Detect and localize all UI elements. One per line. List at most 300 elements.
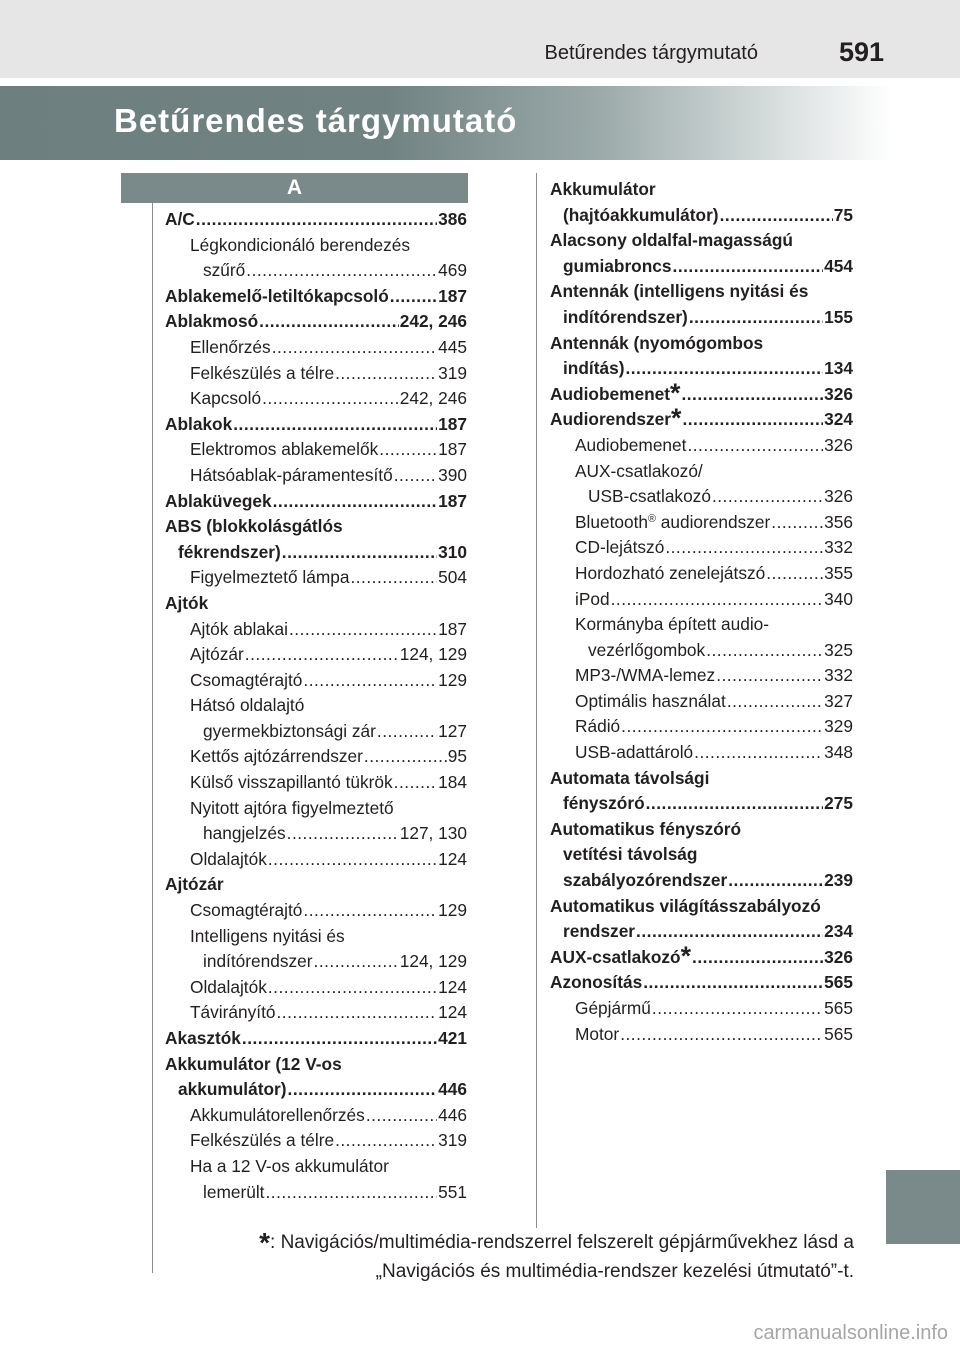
index-entry-page: 187 <box>438 285 467 306</box>
dot-leader <box>716 663 823 689</box>
dot-leader <box>289 617 437 643</box>
index-entry-text <box>575 689 726 715</box>
dot-leader <box>350 565 437 591</box>
index-entry-term: indítórendszer <box>203 951 313 972</box>
index-entry-page: 446 <box>438 1104 467 1125</box>
index-entry-page: 124, 129 <box>399 644 467 665</box>
index-entry-page: 187 <box>438 413 467 434</box>
index-entry-term: indítás) <box>563 358 625 379</box>
index-entry-text <box>190 233 410 259</box>
index-entry-text <box>190 335 271 361</box>
dot-leader <box>687 433 823 459</box>
index-entry-term: Távirányító <box>190 1002 276 1023</box>
index-entry-term: Akasztók <box>165 1028 241 1048</box>
index-entry <box>165 719 467 745</box>
index-entry-term: fékrendszer) <box>178 541 281 562</box>
index-entry-text <box>203 258 245 284</box>
index-entry-term: Csomagtérajtó <box>190 669 303 690</box>
index-entry-text <box>550 377 681 408</box>
index-entry <box>550 561 853 587</box>
index-entry-term: Hordozható zenelejátszó <box>575 562 766 583</box>
index-entry-text <box>190 770 393 796</box>
index-entry-term: gumiabroncs <box>563 255 672 276</box>
index-entry <box>165 1103 467 1129</box>
index-entry-text <box>165 309 258 335</box>
index-entry-text <box>563 254 672 280</box>
dot-leader <box>242 1026 437 1052</box>
index-entry-text <box>190 847 267 873</box>
index-entry-text <box>550 228 793 254</box>
index-entry-term: Ablakok <box>165 413 233 434</box>
dot-leader <box>268 975 437 1001</box>
index-entry-text <box>190 361 334 387</box>
index-entry-text <box>588 638 705 664</box>
index-entry-term: Motor <box>575 1023 620 1044</box>
index-entry-page: 332 <box>824 537 853 558</box>
dot-leader <box>728 868 823 894</box>
index-entry <box>165 258 467 284</box>
index-entry-term: Ablakemelő-letiltókapcsoló <box>165 285 389 306</box>
index-entry-term: ABS (blokkolásgátlós <box>165 516 343 537</box>
dot-leader <box>287 821 399 847</box>
index-entry-term: Ajtózár <box>165 874 224 895</box>
index-entry-term: szabályozórendszer <box>563 870 728 891</box>
index-entry-text <box>575 459 703 485</box>
index-entry-text <box>165 284 389 310</box>
index-entry-term: Elektromos ablakemelők <box>190 439 379 460</box>
index-entry-page: 124 <box>438 976 467 997</box>
index-entry-text <box>575 1022 619 1048</box>
dot-leader <box>377 719 437 745</box>
index-entry <box>165 207 467 233</box>
index-entry-page: 386 <box>438 209 467 229</box>
dot-leader <box>689 305 823 331</box>
dot-leader <box>366 1103 437 1129</box>
index-entry <box>165 463 467 489</box>
index-entry <box>165 975 467 1001</box>
index-entry-text <box>563 868 727 894</box>
index-entry-text <box>563 791 645 817</box>
running-header-title: Betűrendes tárgymutató <box>544 42 758 64</box>
index-column-left <box>165 207 467 1205</box>
index-entry-page: 275 <box>824 793 853 814</box>
index-entry <box>550 842 853 868</box>
index-entry <box>165 1154 467 1180</box>
index-entry-term: Antennák (nyomógombos <box>550 332 764 353</box>
index-entry-term: Automata távolsági <box>550 767 710 788</box>
index-entry-term: Hátsóablak-páramentesítő <box>190 464 393 485</box>
index-entry-term: Audiobemenet <box>550 383 671 404</box>
dot-leader <box>665 535 823 561</box>
dot-leader <box>273 489 438 515</box>
dot-leader <box>272 335 437 361</box>
index-entry-term: Antennák (intelligens nyitási és <box>550 281 809 302</box>
index-entry-page: 184 <box>438 772 467 793</box>
index-entry <box>550 403 853 434</box>
index-entry <box>550 714 853 740</box>
index-entry-term: CD-lejátszó <box>575 537 665 558</box>
index-entry <box>550 791 853 817</box>
index-entry-term: szűrő <box>203 260 246 281</box>
index-entry <box>165 1000 467 1026</box>
index-entry-text <box>575 740 693 766</box>
index-entry-page: 390 <box>438 464 467 485</box>
index-entry-term: Ablaküvegek <box>165 490 272 511</box>
index-entry-term: Ablakmosó <box>165 311 259 332</box>
index-entry <box>165 284 467 310</box>
index-entry <box>550 254 853 280</box>
footnote-text-1: : Navigációs/multimédia-rendszerrel felszerelt gépjárművekhez lásd a <box>270 1232 854 1253</box>
dot-leader <box>390 284 437 310</box>
index-entry <box>550 817 853 843</box>
index-entry-text <box>190 642 244 668</box>
footnote-line-2: „Navigációs és multimédia-rendszer kezelési útmutató”-t. <box>375 1261 854 1282</box>
dot-leader <box>681 382 823 408</box>
title-banner <box>0 86 960 160</box>
index-entry-page: 127 <box>438 720 467 741</box>
index-entry-text <box>203 949 313 975</box>
index-entry-text <box>203 1180 264 1206</box>
dot-leader <box>720 203 833 229</box>
index-entry <box>550 305 853 331</box>
index-entry <box>165 309 467 335</box>
index-entry-term: lemerült <box>203 1181 265 1202</box>
footnote-marker: * <box>680 940 692 971</box>
column-divider <box>536 173 537 1228</box>
index-entry-text <box>190 437 378 463</box>
index-entry-term: iPod <box>575 588 610 609</box>
index-entry-term: Audiobemenet <box>575 434 687 455</box>
index-entry-page: 234 <box>824 921 853 942</box>
dot-leader <box>394 770 437 796</box>
index-entry-text <box>178 1077 287 1103</box>
index-entry-text <box>190 796 394 822</box>
page-title: Betűrendes tárgymutató <box>114 102 518 139</box>
dot-leader <box>303 668 437 694</box>
index-entry-text <box>550 766 709 792</box>
index-entry-page: 445 <box>438 336 467 357</box>
index-entry-text <box>575 663 715 689</box>
index-entry-text <box>190 386 261 412</box>
watermark: carmanualsonline.info <box>753 1322 948 1344</box>
index-entry-term: Automatikus világításszabályozó <box>550 895 821 916</box>
index-entry <box>550 766 853 792</box>
index-entry-term: Akkumulátor (12 V-os <box>165 1053 342 1074</box>
index-entry-page: 129 <box>438 900 467 921</box>
dot-leader <box>682 407 823 433</box>
index-entry-page: 187 <box>438 490 467 511</box>
index-entry-page: 421 <box>438 1028 467 1048</box>
index-entry-term: Kapcsoló <box>190 388 262 409</box>
index-entry-term: rendszer <box>563 921 636 942</box>
index-entry <box>550 868 853 894</box>
index-entry-term: Kettős ajtózárrendszer <box>190 746 363 767</box>
dot-leader <box>652 996 823 1022</box>
index-entry-page: 124 <box>438 1002 467 1023</box>
index-column-right <box>550 177 853 1047</box>
index-entry-text <box>563 305 688 331</box>
index-entry <box>165 565 467 591</box>
index-entry-page: 326 <box>824 383 853 404</box>
index-entry-text <box>575 587 610 613</box>
page-number: 591 <box>838 37 884 67</box>
index-entry-text <box>550 331 763 357</box>
dot-leader <box>766 561 823 587</box>
index-entry-text <box>190 744 363 770</box>
index-entry-text <box>190 1154 389 1180</box>
dot-leader <box>246 258 437 284</box>
index-entry-term: A/C <box>165 209 195 229</box>
dot-leader <box>625 356 823 382</box>
dot-leader <box>673 254 824 280</box>
dot-leader <box>288 1077 438 1103</box>
index-entry-page: 187 <box>438 618 467 639</box>
dot-leader <box>364 744 447 770</box>
index-entry-page: 348 <box>824 742 853 763</box>
footnote-star: * <box>259 1227 271 1258</box>
index-entry-text <box>575 996 651 1022</box>
index-entry <box>165 514 467 540</box>
index-entry <box>550 612 853 638</box>
index-entry-term: Audiorendszer <box>550 409 671 430</box>
index-entry <box>550 177 853 203</box>
dot-leader <box>694 740 823 766</box>
index-entry-term: Bluetooth <box>575 511 649 532</box>
index-entry-text <box>550 403 682 434</box>
dot-leader <box>712 484 823 510</box>
index-entry-text <box>203 719 376 745</box>
index-entry-term: Kormányba épített audio- <box>575 614 770 635</box>
index-entry-page: 446 <box>438 1079 467 1100</box>
index-entry-term: vezérlőgombok <box>588 639 706 660</box>
index-entry-page: 187 <box>438 439 467 460</box>
index-entry-text <box>575 510 770 536</box>
index-entry-term: Akkumulátorellenőrzés <box>190 1104 365 1125</box>
index-entry-page: 95 <box>447 746 467 767</box>
dot-leader <box>394 463 437 489</box>
registered-mark: ® <box>648 512 656 525</box>
index-entry <box>165 642 467 668</box>
index-entry-term: Hátsó oldalajtó <box>190 695 305 716</box>
index-entry-page: 129 <box>438 669 467 690</box>
index-entry <box>550 203 853 229</box>
index-entry <box>165 949 467 975</box>
index-entry-text <box>190 1103 365 1129</box>
index-entry-term: AUX-csatlakozó <box>550 946 681 967</box>
index-entry-page: 469 <box>438 260 467 281</box>
index-entry <box>550 433 853 459</box>
index-entry-page: 326 <box>824 434 853 455</box>
index-entry-text <box>165 872 224 898</box>
dot-leader <box>611 587 824 613</box>
index-entry <box>550 940 853 971</box>
index-entry-text <box>165 1052 342 1078</box>
index-entry-text <box>550 940 692 971</box>
index-entry-text <box>190 565 349 591</box>
dot-leader <box>727 689 823 715</box>
index-entry-page: 239 <box>824 870 853 891</box>
index-entry-text <box>190 924 345 950</box>
index-entry-text <box>550 894 821 920</box>
index-entry-text <box>190 668 302 694</box>
index-entry-page: 340 <box>824 588 853 609</box>
index-entry <box>165 540 467 566</box>
index-entry-text <box>190 617 288 643</box>
index-entry-text <box>165 207 195 233</box>
index-entry <box>165 233 467 259</box>
index-entry <box>550 970 853 996</box>
index-entry-page: 319 <box>438 1130 467 1151</box>
footnote-marker: * <box>670 377 681 408</box>
index-entry-term: Ajtózár <box>190 644 244 665</box>
index-entry <box>165 1026 467 1052</box>
index-entry <box>550 894 853 920</box>
index-entry-term: AUX-csatlakozó/ <box>575 460 703 481</box>
dot-leader <box>314 949 399 975</box>
index-entry <box>550 377 853 408</box>
index-entry <box>165 744 467 770</box>
left-margin-rule <box>152 203 153 1273</box>
index-entry <box>165 412 467 438</box>
index-entry-text <box>563 356 624 382</box>
index-entry-term: Rádió <box>575 716 621 737</box>
dot-leader <box>265 1180 437 1206</box>
index-entry-term: Oldalajtók <box>190 848 267 869</box>
index-entry-term: akkumulátor) <box>178 1079 287 1100</box>
index-entry <box>165 872 467 898</box>
index-entry-page: 310 <box>438 541 467 562</box>
index-entry <box>550 279 853 305</box>
index-entry-term: Légkondicionáló berendezés <box>190 234 411 255</box>
index-entry-term: Intelligens nyitási és <box>190 925 345 946</box>
index-entry <box>550 331 853 357</box>
index-entry <box>550 459 853 485</box>
dot-leader <box>636 919 823 945</box>
index-entry-term: Alacsony oldalfal-magasságú <box>550 230 793 251</box>
index-entry-text <box>165 1026 241 1052</box>
index-entry <box>165 335 467 361</box>
dot-leader <box>692 945 823 971</box>
index-entry <box>165 591 467 617</box>
section-thumb-tab <box>886 1170 960 1244</box>
footnote <box>134 1228 854 1286</box>
index-entry-text <box>575 561 765 587</box>
index-entry-page: 332 <box>824 665 853 686</box>
index-entry-term: Ajtók ablakai <box>190 618 288 639</box>
index-entry-term: Ha a 12 V-os akkumulátor <box>190 1155 389 1176</box>
dot-leader <box>282 540 437 566</box>
index-entry <box>550 535 853 561</box>
index-entry-term: (hajtóakkumulátor) <box>563 204 719 225</box>
index-entry-text <box>588 484 711 510</box>
index-entry-text <box>575 433 686 459</box>
dot-leader <box>643 970 823 996</box>
index-entry <box>165 617 467 643</box>
index-entry <box>165 821 467 847</box>
index-entry-page: 356 <box>824 511 853 532</box>
index-entry-term: Azonosítás <box>550 972 643 993</box>
index-entry-page: 75 <box>833 204 853 225</box>
dot-leader <box>303 898 437 924</box>
index-entry <box>165 437 467 463</box>
index-entry-text <box>165 591 208 617</box>
index-entry-term: USB-csatlakozó <box>588 486 711 507</box>
index-entry <box>550 689 853 715</box>
page-header-bar <box>0 0 960 78</box>
dot-leader <box>259 309 399 335</box>
index-entry-page: 326 <box>824 946 853 967</box>
index-entry-term: gyermekbiztonsági zár <box>203 720 376 741</box>
index-entry <box>550 996 853 1022</box>
index-entry-page: 242, 246 <box>399 388 467 409</box>
index-entry <box>550 228 853 254</box>
footnote-marker: * <box>671 403 682 434</box>
index-entry-term: Nyitott ajtóra figyelmeztető <box>190 797 394 818</box>
index-entry-page: 329 <box>824 716 853 737</box>
index-entry-page: 155 <box>824 306 853 327</box>
dot-leader <box>379 437 437 463</box>
index-entry-text <box>550 279 808 305</box>
dot-leader <box>196 207 437 233</box>
index-entry-text <box>165 514 343 540</box>
index-entry-page: 134 <box>824 358 853 379</box>
index-entry-term: fényszóró <box>563 793 645 814</box>
index-entry <box>165 770 467 796</box>
index-entry-term: Ellenőrzés <box>190 336 271 357</box>
index-entry-page: 327 <box>824 690 853 711</box>
index-entry <box>550 587 853 613</box>
index-entry-text <box>575 714 620 740</box>
index-entry-text <box>165 412 232 438</box>
dot-leader <box>771 510 823 536</box>
dot-leader <box>268 847 437 873</box>
dot-leader <box>621 714 823 740</box>
index-entry <box>165 489 467 515</box>
index-entry <box>550 510 853 536</box>
index-entry-page: 124 <box>438 848 467 869</box>
index-entry-text <box>178 540 281 566</box>
index-entry-term: Automatikus fényszóró <box>550 818 742 839</box>
index-entry <box>550 740 853 766</box>
index-entry-term: Akkumulátor <box>550 179 656 199</box>
index-entry-term: Külső visszapillantó tükrök <box>190 772 393 793</box>
index-entry-term: Optimális használat <box>575 690 726 711</box>
index-entry <box>550 663 853 689</box>
index-entry <box>165 898 467 924</box>
index-entry-term-suffix: audiorendszer <box>655 511 771 532</box>
index-entry <box>550 1022 853 1048</box>
index-entry <box>165 361 467 387</box>
index-entry-text <box>550 817 741 843</box>
index-entry-page: 124, 129 <box>399 951 467 972</box>
index-entry-term: vetítési távolság <box>563 844 698 865</box>
index-entry-term: Gépjármű <box>575 998 651 1018</box>
index-entry-term: indítórendszer) <box>563 306 688 327</box>
index-entry-term: MP3-/WMA-lemez <box>575 665 716 686</box>
index-entry-text <box>190 693 304 719</box>
index-entry-text <box>190 1128 334 1154</box>
index-entry-term: Oldalajtók <box>190 976 267 997</box>
index-entry <box>165 796 467 822</box>
index-entry-term: Felkészülés a télre <box>190 362 335 383</box>
dot-leader <box>245 642 399 668</box>
index-entry <box>165 386 467 412</box>
index-entry <box>165 847 467 873</box>
index-entry <box>165 924 467 950</box>
dot-leader <box>646 791 824 817</box>
index-entry-page: 551 <box>438 1181 467 1202</box>
dot-leader <box>335 1128 437 1154</box>
